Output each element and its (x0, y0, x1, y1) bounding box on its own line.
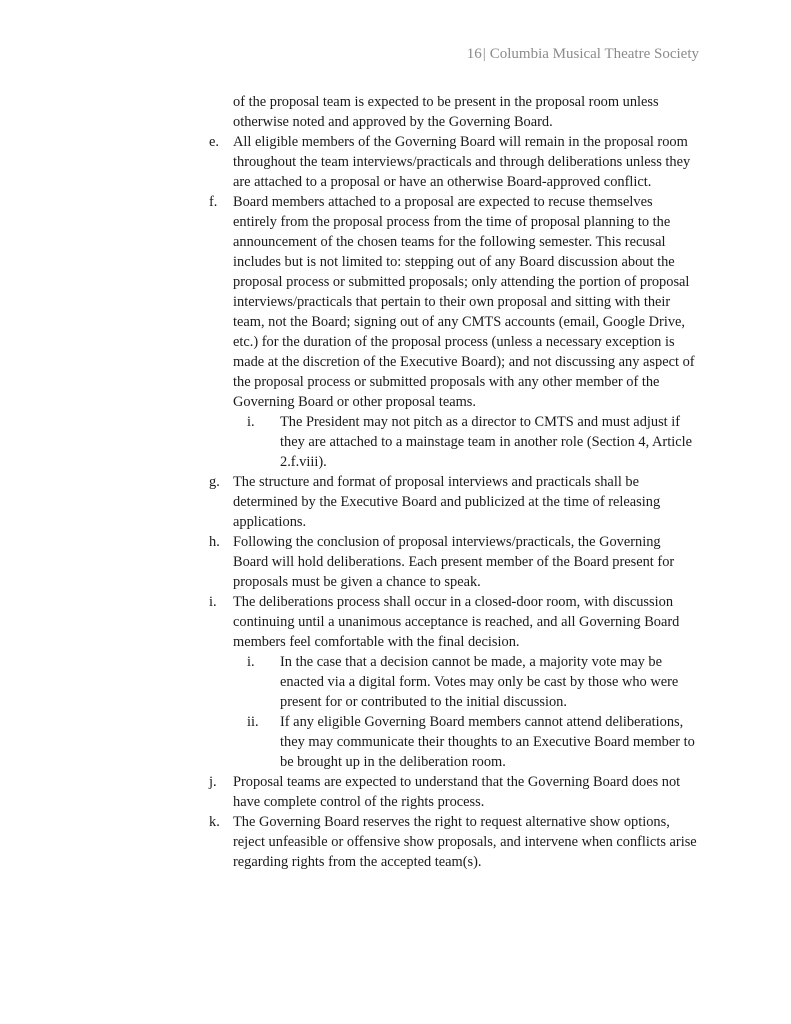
list-item-i (0, 592, 699, 652)
list-marker: h. (209, 534, 220, 550)
list-item-text: The structure and format of proposal interviews and practicals shall be determined by the Executive Board and publicized at the time of releasing applications. (233, 474, 661, 530)
sub-list-item-i-i (0, 652, 700, 712)
list-item-text: Following the conclusion of proposal interviews/practicals, the Governing Board will hold deliberations. Each present member of the Board present for proposals must be given a chance to speak. (233, 534, 675, 590)
list-marker: e. (209, 134, 219, 150)
list-marker: j. (209, 774, 217, 790)
sub-list-item-i-ii (0, 712, 700, 772)
list-marker: i. (247, 414, 255, 430)
list-item-text: of the proposal team is expected to be present in the proposal room unless otherwise noted and approved by the Governing Board. (233, 94, 659, 130)
list-item-text: Board members attached to a proposal are expected to recuse themselves entirely from the proposal process from the time of proposal planning to the announcement of the chosen teams for the following semester. This recusal includes but is not limited to: stepping out of any Board discussion about the proposal process or submitted proposals; only attending the portion of proposal interviews/practicals that pertain to their own proposal and sitting with their team, not the Board; signing out of any CMTS accounts (email, Google Drive, etc.) for the duration of the proposal process (unless a necessary exception is made at the discretion of the Executive Board); and not discussing any aspect of the proposal process or submitted proposals with any other member of the Governing Board or other proposal teams. (233, 194, 695, 410)
list-item (0, 92, 699, 132)
list-marker: ii. (247, 714, 259, 730)
list-item-text: The Governing Board reserves the right to request alternative show options, reject unfeasible or offensive show proposals, and intervene when conflicts arise regarding rights from the accepted team(s). (233, 814, 697, 870)
page-header (467, 46, 699, 63)
document-body (0, 92, 791, 872)
list-marker: g. (209, 474, 220, 490)
list-marker: i. (247, 654, 255, 670)
list-marker: f. (209, 194, 218, 210)
list-item-g (0, 472, 699, 532)
page-number: 16 (466, 46, 482, 62)
list-item-text: Proposal teams are expected to understand that the Governing Board does not have complete control of the rights process. (233, 774, 681, 810)
list-item-text: In the case that a decision cannot be made, a majority vote may be enacted via a digital form. Votes may only be cast by those who were present for or contributed to the initial discussion. (280, 654, 679, 710)
header-separator: | (482, 46, 486, 62)
list-marker: i. (209, 594, 217, 610)
list-marker: k. (209, 814, 220, 830)
sub-list-item-f-i (0, 412, 700, 472)
list-item-h (0, 532, 699, 592)
list-item-f (0, 192, 699, 412)
list-item-e (0, 132, 699, 192)
list-item-text: If any eligible Governing Board members cannot attend deliberations, they may communicate their thoughts to an Executive Board member to be brought up in the deliberation room. (280, 714, 695, 770)
list-item-text: All eligible members of the Governing Board will remain in the proposal room throughout the team interviews/practicals and through deliberations unless they are attached to a proposal or have an otherwise Board-approved conflict. (233, 134, 691, 190)
list-item-k (0, 812, 699, 872)
list-item-text: The President may not pitch as a director to CMTS and must adjust if they are attached to a mainstage team in another role (Section 4, Article 2.f.viii). (280, 414, 692, 470)
list-item-text: The deliberations process shall occur in a closed-door room, with discussion continuing until a unanimous acceptance is reached, and all Governing Board members feel comfortable with the final decision. (233, 594, 680, 650)
list-item-j (0, 772, 699, 812)
document-title: Columbia Musical Theatre Society (489, 46, 699, 62)
